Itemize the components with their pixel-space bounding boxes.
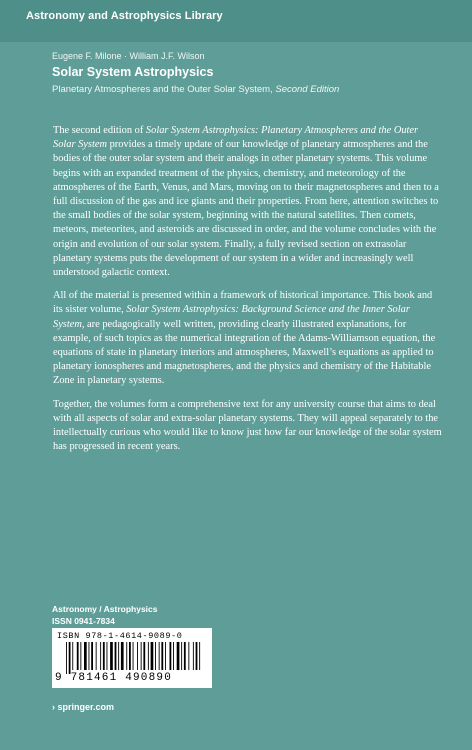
- p2-rest: , are pedagogically well written, providing clearly illustrated explanations, for example, of such topics as the numerical integration of the Adams-Williamson equation, the equations of state in planetary interiors and atmospheres, Maxwell’s equations as applied to planetary ionospheres and magnetospheres, and the physics and chemistry of the Habitable Zone in planetary systems.: [53, 318, 436, 387]
- barcode-digits: 9 781461 490890: [55, 672, 173, 684]
- subtitle-main: Planetary Atmospheres and the Outer Solar System,: [52, 84, 276, 95]
- subject-category: Astronomy / Astrophysics: [52, 604, 158, 614]
- p2-book-title: Solar System Astrophysics: Background Science and the Inner Solar System: [53, 304, 410, 330]
- book-title: Solar System Astrophysics: [52, 65, 214, 79]
- publisher-website: › springer.com: [52, 702, 115, 712]
- description-paragraph-2: [53, 289, 443, 388]
- isbn-label: ISBN 978-1-4614-9089-0: [57, 631, 183, 641]
- issn: ISSN 0941-7834: [52, 616, 115, 626]
- edition-label: Second Edition: [275, 84, 340, 95]
- p1-rest: provides a timely update of our knowledge of planetary atmospheres and the bodies of the outer solar system and their analogs in other planetary systems. This volume begins with an expanded treatment of the physics, chemistry, and meteorology of the atmospheres of the Earth, Venus, and Mars, moving on to their magnetospheres and then to a full discussion of the gas and ice giants and their properties. From here, attention switches to the small bodies of the solar system, beginning with the natural satellites. Then comets, meteors, meteorites, and asteroids are discussed in order, and the volume concludes with the origin and evolution of our solar system. Finally, a fully revised section on extrasolar planetary systems puts the development of our system in a wider and increasingly well understood galactic context.: [53, 139, 439, 279]
- p2-lead: All of the material is presented within a framework of historical importance. This book and its sister volume,: [53, 290, 433, 316]
- subject-block: [52, 603, 158, 627]
- description-paragraph-1: [53, 124, 443, 280]
- authors: Eugene F. Milone · William J.F. Wilson: [52, 51, 205, 61]
- description-paragraph-3: Together, the volumes form a comprehensive text for any university course that aims to deal with all aspects of solar and extra-solar planetary systems. They will appeal separately to the intellectually curious who would like to know just how far our knowledge of the solar system has progressed in recent years.: [53, 398, 442, 453]
- description: [53, 124, 443, 463]
- series-name: Astronomy and Astrophysics Library: [26, 10, 223, 22]
- barcode-bars-icon: [66, 642, 206, 674]
- barcode: [52, 628, 212, 688]
- p1-lead: The second edition of: [53, 125, 146, 136]
- p1-book-title: Solar System Astrophysics: Planetary Atmospheres and the Outer Solar System: [53, 125, 419, 151]
- book-subtitle: [52, 84, 339, 95]
